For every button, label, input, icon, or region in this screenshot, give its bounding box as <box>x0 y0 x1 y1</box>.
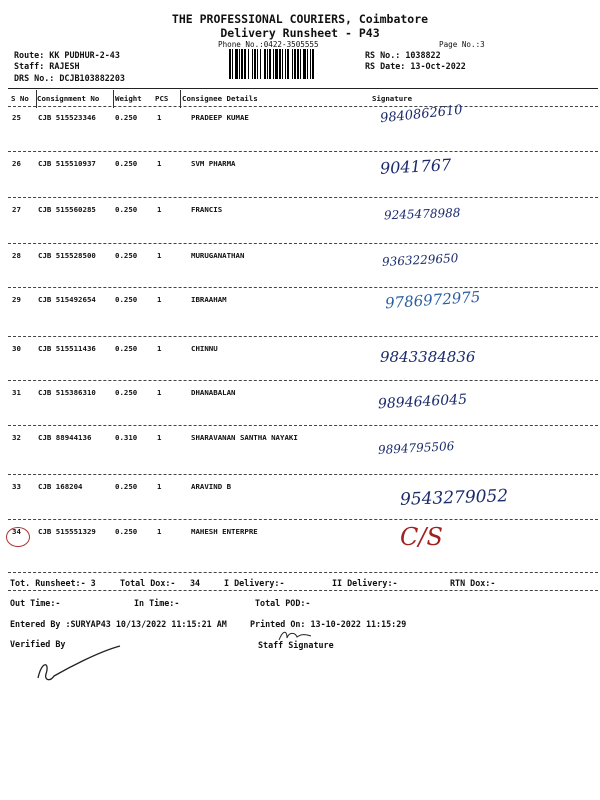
cell-pcs: 1 <box>157 295 162 304</box>
page-number: Page No.:3 <box>439 40 485 49</box>
cell-sno: 32 <box>12 433 21 442</box>
handwritten-signature: C/S <box>400 523 443 551</box>
table-header <box>8 94 598 114</box>
cell-consignee: MAHESH ENTERPRE <box>191 527 258 536</box>
total-dox-label: Total Dox:- <box>120 578 176 588</box>
cell-pcs: 1 <box>157 344 162 353</box>
cell-consignment: CJB 515510937 <box>38 159 96 168</box>
row-separator <box>8 197 598 198</box>
table-row <box>8 433 598 457</box>
rs-number: RS No.: 1038822 <box>365 50 441 60</box>
table-row <box>8 287 598 315</box>
cell-pcs: 1 <box>157 159 162 168</box>
staff-signature-scribble <box>275 628 315 644</box>
cell-consignee: SVM PHARMA <box>191 159 236 168</box>
table-row <box>8 102 598 133</box>
handwritten-signature: 9843384836 <box>380 348 476 366</box>
table-row <box>8 251 598 271</box>
verified-by: Verified By <box>10 639 66 649</box>
cell-pcs: 1 <box>157 433 162 442</box>
header-bottom-rule <box>8 106 598 107</box>
header-divider <box>113 90 114 108</box>
cell-weight: 0.250 <box>115 388 138 397</box>
col-signature: Signature <box>372 94 413 103</box>
totals-bottom-rule <box>8 590 598 591</box>
cell-consignee: CHINNU <box>191 344 218 353</box>
cell-pcs: 1 <box>157 113 162 122</box>
cell-consignment: CJB 515523346 <box>38 113 96 122</box>
row-separator <box>8 474 598 475</box>
cell-consignment: CJB 88944136 <box>38 433 92 442</box>
cell-weight: 0.250 <box>115 251 138 260</box>
cell-pcs: 1 <box>157 527 162 536</box>
handwritten-signature: 9840862610 <box>379 102 464 127</box>
barcode <box>229 49 357 79</box>
i-delivery: I Delivery:- <box>224 578 285 588</box>
cell-sno: 25 <box>12 113 21 122</box>
cell-sno: 27 <box>12 205 21 214</box>
cell-consignment: CJB 515551329 <box>38 527 96 536</box>
ii-delivery: II Delivery:- <box>332 578 398 588</box>
cell-consignee: MURUGANATHAN <box>191 251 245 260</box>
table-row <box>8 205 598 225</box>
col-consignee: Consignee Details <box>182 94 258 103</box>
company-title: THE PROFESSIONAL COURIERS, Coimbatore <box>171 12 429 26</box>
barcode-bar <box>314 49 315 79</box>
cell-consignee: IBRAAHAM <box>191 295 227 304</box>
cell-consignment: CJB 515386310 <box>38 388 96 397</box>
cell-consignment: CJB 515528500 <box>38 251 96 260</box>
row-separator <box>8 425 598 426</box>
total-pod: Total POD:- <box>255 598 311 608</box>
cell-weight: 0.250 <box>115 482 138 491</box>
cell-sno: 29 <box>12 295 21 304</box>
cell-consignee: SHARAVANAN SANTHA NAYAKI <box>191 433 298 442</box>
rs-date: RS Date: 13-Oct-2022 <box>365 61 466 71</box>
cell-sno: 33 <box>12 482 21 491</box>
cell-consignee: PRADEEP KUMAE <box>191 113 249 122</box>
phone-number: Phone No.:0422-3505555 <box>218 40 319 49</box>
in-time: In Time:- <box>134 598 180 608</box>
cell-weight: 0.250 <box>115 159 138 168</box>
table-row <box>8 482 598 510</box>
cell-consignment: CJB 515560285 <box>38 205 96 214</box>
cell-weight: 0.250 <box>115 113 138 122</box>
table-row <box>8 523 598 551</box>
row-separator <box>8 336 598 337</box>
cell-weight: 0.250 <box>115 344 138 353</box>
cell-sno: 34 <box>12 527 21 536</box>
rtn-dox: RTN Dox:- <box>450 578 496 588</box>
cell-consignee: ARAVIND B <box>191 482 232 491</box>
cell-weight: 0.250 <box>115 295 138 304</box>
runsheet-title: Delivery Runsheet - P43 <box>220 26 380 40</box>
col-weight: Weight <box>115 94 142 103</box>
row-separator <box>8 287 598 288</box>
cell-consignment: CJB 515492654 <box>38 295 96 304</box>
totals-top-rule <box>8 572 598 573</box>
cell-sno: 26 <box>12 159 21 168</box>
verifier-signature <box>28 640 128 685</box>
header-divider <box>180 90 181 108</box>
row-separator <box>8 243 598 244</box>
circled-mark <box>6 527 30 547</box>
handwritten-signature: 9894795506 <box>377 439 455 457</box>
col-pcs: PCS <box>155 94 169 103</box>
header-divider <box>36 90 37 108</box>
cell-weight: 0.250 <box>115 527 138 536</box>
cell-weight: 0.250 <box>115 205 138 214</box>
row-separator <box>8 151 598 152</box>
cell-weight: 0.310 <box>115 433 138 442</box>
cell-consignment: CJB 168204 <box>38 482 83 491</box>
table-row <box>8 344 598 364</box>
cell-consignment: CJB 515511436 <box>38 344 96 353</box>
route: Route: KK PUDHUR-2-43 <box>14 50 120 60</box>
cell-consignee: FRANCIS <box>191 205 223 214</box>
cell-sno: 31 <box>12 388 21 397</box>
table-row <box>8 155 598 179</box>
row-separator <box>8 380 598 381</box>
table-row <box>8 388 598 413</box>
handwritten-signature: 9786972975 <box>384 287 481 313</box>
handwritten-signature: 9543279052 <box>399 486 509 510</box>
row-separator <box>8 519 598 520</box>
cell-consignee: DHANABALAN <box>191 388 236 397</box>
staff-name: Staff: RAJESH <box>14 61 80 71</box>
header-top-rule <box>8 88 598 89</box>
cell-sno: 30 <box>12 344 21 353</box>
col-sno: S No <box>11 94 29 103</box>
cell-sno: 28 <box>12 251 21 260</box>
printed-on: Printed On: 13-10-2022 11:15:29 <box>250 619 407 629</box>
drs-number: DRS No.: DCJB103882203 <box>14 73 125 83</box>
entered-by: Entered By :SURYAP43 10/13/2022 11:15:21 AM <box>10 619 227 629</box>
cell-pcs: 1 <box>157 205 162 214</box>
total-runsheet: Tot. Runsheet:- 3 <box>10 578 96 588</box>
staff-signature-label: Staff Signature <box>258 640 334 650</box>
cell-pcs: 1 <box>157 482 162 491</box>
handwritten-signature: 9894646045 <box>377 391 468 413</box>
cell-pcs: 1 <box>157 251 162 260</box>
out-time: Out Time:- <box>10 598 61 608</box>
cell-pcs: 1 <box>157 388 162 397</box>
handwritten-signature: 9245478988 <box>383 205 461 223</box>
handwritten-signature: 9041767 <box>379 155 452 178</box>
col-consignment: Consignment No <box>37 94 100 103</box>
total-dox-value: 34 <box>190 578 201 588</box>
handwritten-signature: 9363229650 <box>381 251 459 269</box>
